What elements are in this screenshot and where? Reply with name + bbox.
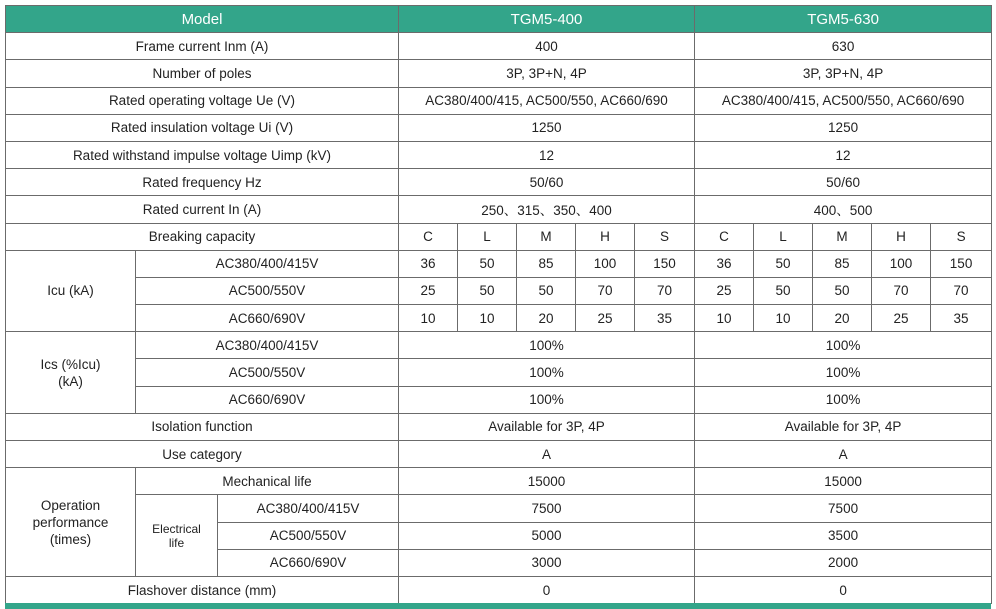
value-cell: 85 xyxy=(517,250,576,277)
operation-label xyxy=(6,468,136,577)
value-cell: 150 xyxy=(931,250,992,277)
voltage-label: AC500/550V xyxy=(218,522,399,549)
value-cell: A xyxy=(695,441,992,468)
row-label: Isolation function xyxy=(6,413,399,440)
table-row xyxy=(6,33,992,60)
value-cell: 70 xyxy=(635,277,695,304)
value-cell: 100% xyxy=(399,386,695,413)
breaking-level: M xyxy=(813,223,872,250)
table-row xyxy=(6,277,992,304)
operation-label-line2: performance xyxy=(32,514,109,530)
icu-label: Icu (kA) xyxy=(6,250,136,332)
value-cell: 20 xyxy=(517,305,576,332)
table-row xyxy=(6,495,992,522)
value-cell: A xyxy=(399,441,695,468)
value-cell: 10 xyxy=(754,305,813,332)
table-row xyxy=(6,441,992,468)
value-cell: 50/60 xyxy=(399,169,695,196)
row-label: Flashover distance (mm) xyxy=(6,576,399,603)
electrical-life-line2: life xyxy=(168,535,185,550)
row-label: Frame current Inm (A) xyxy=(6,33,399,60)
value-cell: 25 xyxy=(872,305,931,332)
table-row xyxy=(6,468,992,495)
table-row xyxy=(6,169,992,196)
value-cell: 50 xyxy=(458,250,517,277)
value-cell: 15000 xyxy=(399,468,695,495)
table-row xyxy=(6,576,992,603)
value-cell: 3P, 3P+N, 4P xyxy=(695,60,992,87)
value-cell: 10 xyxy=(695,305,754,332)
row-label: Rated operating voltage Ue (V) xyxy=(6,87,399,114)
ics-label xyxy=(6,332,136,414)
value-cell: 1250 xyxy=(399,114,695,141)
row-label: Breaking capacity xyxy=(6,223,399,250)
breaking-level: C xyxy=(695,223,754,250)
value-cell: 25 xyxy=(399,277,458,304)
voltage-label: AC500/550V xyxy=(136,359,399,386)
value-cell: 50 xyxy=(754,277,813,304)
value-cell: AC380/400/415, AC500/550, AC660/690 xyxy=(695,87,992,114)
value-cell: 1250 xyxy=(695,114,992,141)
table-row xyxy=(6,223,992,250)
table-row xyxy=(6,250,992,277)
value-cell: 50 xyxy=(458,277,517,304)
table-row xyxy=(6,305,992,332)
value-cell: 100% xyxy=(695,359,992,386)
value-cell: 70 xyxy=(576,277,635,304)
ics-label-line2: (kA) xyxy=(58,373,83,389)
table-row xyxy=(6,87,992,114)
value-cell: 630 xyxy=(695,33,992,60)
table-row xyxy=(6,359,992,386)
value-cell: AC380/400/415, AC500/550, AC660/690 xyxy=(399,87,695,114)
table-row xyxy=(6,114,992,141)
voltage-label: AC380/400/415V xyxy=(218,495,399,522)
value-cell: Available for 3P, 4P xyxy=(399,413,695,440)
header-row xyxy=(6,6,992,33)
table-row xyxy=(6,141,992,168)
value-cell: 100% xyxy=(695,386,992,413)
value-cell: 12 xyxy=(399,141,695,168)
breaking-level: H xyxy=(872,223,931,250)
value-cell: 50 xyxy=(517,277,576,304)
value-cell: 70 xyxy=(872,277,931,304)
header-tgm5-630: TGM5-630 xyxy=(695,6,992,33)
breaking-level: S xyxy=(931,223,992,250)
value-cell: 100% xyxy=(695,332,992,359)
value-cell: 0 xyxy=(695,576,992,603)
table-row xyxy=(6,196,992,223)
row-label: Rated insulation voltage Ui (V) xyxy=(6,114,399,141)
value-cell: 7500 xyxy=(695,495,992,522)
value-cell: 35 xyxy=(635,305,695,332)
breaking-level: L xyxy=(458,223,517,250)
breaking-level: S xyxy=(635,223,695,250)
value-cell: 50/60 xyxy=(695,169,992,196)
breaking-level: L xyxy=(754,223,813,250)
table-row xyxy=(6,386,992,413)
value-cell: 150 xyxy=(635,250,695,277)
value-cell: 100% xyxy=(399,359,695,386)
value-cell: 7500 xyxy=(399,495,695,522)
value-cell: 15000 xyxy=(695,468,992,495)
value-cell: 100 xyxy=(872,250,931,277)
value-cell: 5000 xyxy=(399,522,695,549)
value-cell: 25 xyxy=(695,277,754,304)
row-label: Rated current In (A) xyxy=(6,196,399,223)
value-cell: 2000 xyxy=(695,549,992,576)
specification-table xyxy=(5,5,992,604)
value-cell: 50 xyxy=(754,250,813,277)
value-cell: 25 xyxy=(576,305,635,332)
value-cell: 400 xyxy=(399,33,695,60)
voltage-label: AC660/690V xyxy=(136,386,399,413)
value-cell: 400、500 xyxy=(695,196,992,223)
voltage-label: AC660/690V xyxy=(218,549,399,576)
value-cell: 3000 xyxy=(399,549,695,576)
value-cell: Available for 3P, 4P xyxy=(695,413,992,440)
value-cell: 85 xyxy=(813,250,872,277)
value-cell: 70 xyxy=(931,277,992,304)
value-cell: 0 xyxy=(399,576,695,603)
table-row xyxy=(6,413,992,440)
value-cell: 36 xyxy=(695,250,754,277)
voltage-label: AC500/550V xyxy=(136,277,399,304)
voltage-label: AC380/400/415V xyxy=(136,332,399,359)
row-label: Rated withstand impulse voltage Uimp (kV) xyxy=(6,141,399,168)
header-model: Model xyxy=(6,6,399,33)
value-cell: 250、315、350、400 xyxy=(399,196,695,223)
breaking-level: H xyxy=(576,223,635,250)
row-label: Number of poles xyxy=(6,60,399,87)
table-row xyxy=(6,332,992,359)
electrical-life-label xyxy=(136,495,218,577)
voltage-label: AC380/400/415V xyxy=(136,250,399,277)
value-cell: 12 xyxy=(695,141,992,168)
header-tgm5-400: TGM5-400 xyxy=(399,6,695,33)
ics-label-line1: Ics (%Icu) xyxy=(40,356,101,372)
value-cell: 100% xyxy=(399,332,695,359)
value-cell: 10 xyxy=(458,305,517,332)
value-cell: 3P, 3P+N, 4P xyxy=(399,60,695,87)
breaking-level: M xyxy=(517,223,576,250)
mechanical-life-label: Mechanical life xyxy=(136,468,399,495)
value-cell: 100 xyxy=(576,250,635,277)
operation-label-line3: (times) xyxy=(49,531,92,547)
voltage-label: AC660/690V xyxy=(136,305,399,332)
value-cell: 36 xyxy=(399,250,458,277)
value-cell: 35 xyxy=(931,305,992,332)
value-cell: 20 xyxy=(813,305,872,332)
row-label: Rated frequency Hz xyxy=(6,169,399,196)
table-row xyxy=(6,60,992,87)
breaking-level: C xyxy=(399,223,458,250)
value-cell: 3500 xyxy=(695,522,992,549)
electrical-life-line1: Electrical xyxy=(152,521,201,536)
value-cell: 50 xyxy=(813,277,872,304)
row-label: Use category xyxy=(6,441,399,468)
operation-label-line1: Operation xyxy=(40,497,101,513)
value-cell: 10 xyxy=(399,305,458,332)
bottom-accent-bar xyxy=(5,603,991,609)
